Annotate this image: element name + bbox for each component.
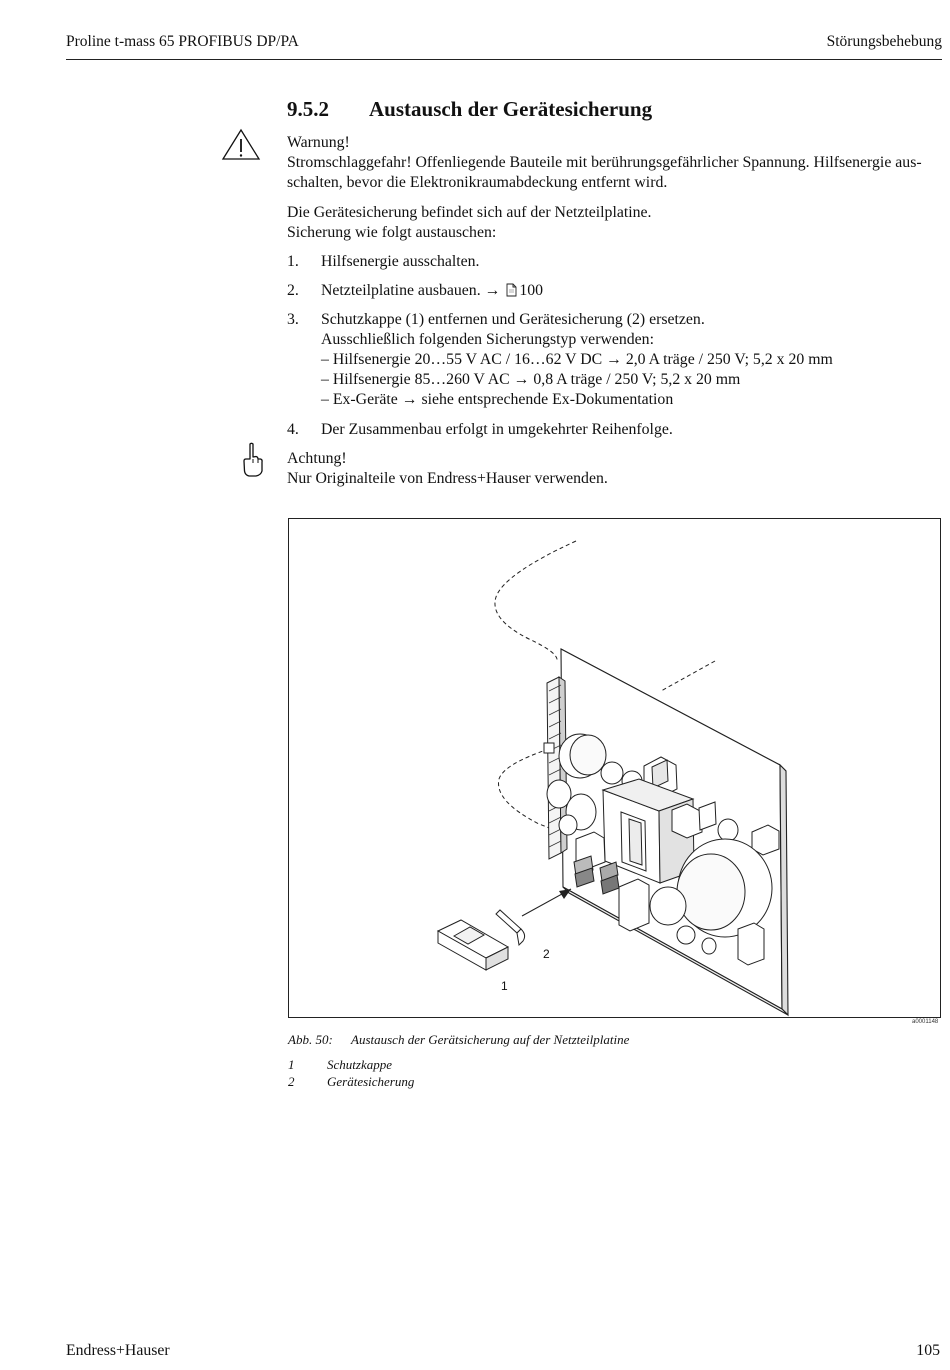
warning-label: Warnung!	[287, 134, 350, 151]
section-heading	[287, 97, 652, 122]
legend-item	[288, 1057, 392, 1073]
intro-line-1: Die Gerätesicherung befindet sich auf der Netzteilplatine.	[287, 204, 652, 221]
legend-value: Schutzkappe	[327, 1057, 392, 1072]
legend-key: 2	[288, 1074, 295, 1089]
step-text: Schutzkappe (1) entfernen und Gerätesicherung (2) ersetzen.	[321, 311, 705, 328]
header-rule	[66, 59, 942, 60]
drawing-id: a0001148	[912, 1019, 939, 1025]
legend-key: 1	[288, 1057, 295, 1072]
caption-key: Abb. 50:	[288, 1032, 333, 1047]
legend-value: Gerätesicherung	[327, 1074, 415, 1089]
step-text: Der Zusammenbau erfolgt in umgekehrter Reihenfolge.	[321, 421, 673, 438]
step-number: 3.	[287, 311, 299, 328]
legend-item	[288, 1074, 414, 1090]
figure-callout-2: 2	[543, 947, 550, 961]
step-number: 4.	[287, 421, 299, 438]
figure-callout-1: 1	[501, 979, 508, 993]
header-doc-title: Proline t-mass 65 PROFIBUS DP/PA	[66, 33, 299, 50]
footer-page-number: 105	[916, 1342, 940, 1359]
step-number: 1.	[287, 253, 299, 270]
section-title: Austausch der Gerätesicherung	[369, 97, 653, 121]
header-chapter-title: Störungsbehebung	[826, 33, 942, 50]
fuse-type-item: – Ex-Geräte → siehe entsprechende Ex-Dokumentation	[321, 391, 674, 408]
page-reference-number: 100	[519, 282, 544, 299]
step-text-wrap	[321, 281, 543, 304]
caution-text: Nur Originalteile von Endress+Hauser verwenden.	[287, 470, 608, 487]
step-number: 2.	[287, 282, 299, 299]
step-text: Hilfsenergie ausschalten.	[321, 253, 480, 270]
intro-line-2: Sicherung wie folgt austauschen:	[287, 224, 497, 241]
caption-text: Austausch der Gerätsicherung auf der Netzteilplatine	[351, 1032, 630, 1047]
fuse-type-intro: Ausschließlich folgenden Sicherungstyp verwenden:	[321, 331, 654, 348]
page-reference-icon	[506, 283, 517, 304]
warning-text-line-1: Stromschlaggefahr! Offenliegende Bauteile mit berührungsgefährlicher Spannung. Hilfsenergie aus-	[287, 154, 922, 171]
warning-triangle-icon	[221, 128, 261, 167]
section-number: 9.5.2	[287, 97, 329, 121]
figure-frame	[288, 518, 941, 1018]
footer-brand: Endress+Hauser	[66, 1342, 170, 1359]
fuse-type-item: – Hilfsenergie 20…55 V AC / 16…62 V DC → 2,0 A träge / 250 V; 5,2 x 20 mm	[321, 351, 833, 368]
warning-text-line-2: schalten, bevor die Elektronikraumabdeckung entfernt wird.	[287, 174, 668, 191]
figure-caption	[288, 1032, 629, 1048]
pointing-hand-icon	[241, 442, 265, 483]
fuse-type-item: – Hilfsenergie 85…260 V AC → 0,8 A träge / 250 V; 5,2 x 20 mm	[321, 371, 741, 388]
step-text: Netzteilplatine ausbauen. →	[321, 282, 501, 299]
power-board-illustration	[289, 519, 940, 1017]
caution-label: Achtung!	[287, 450, 347, 467]
